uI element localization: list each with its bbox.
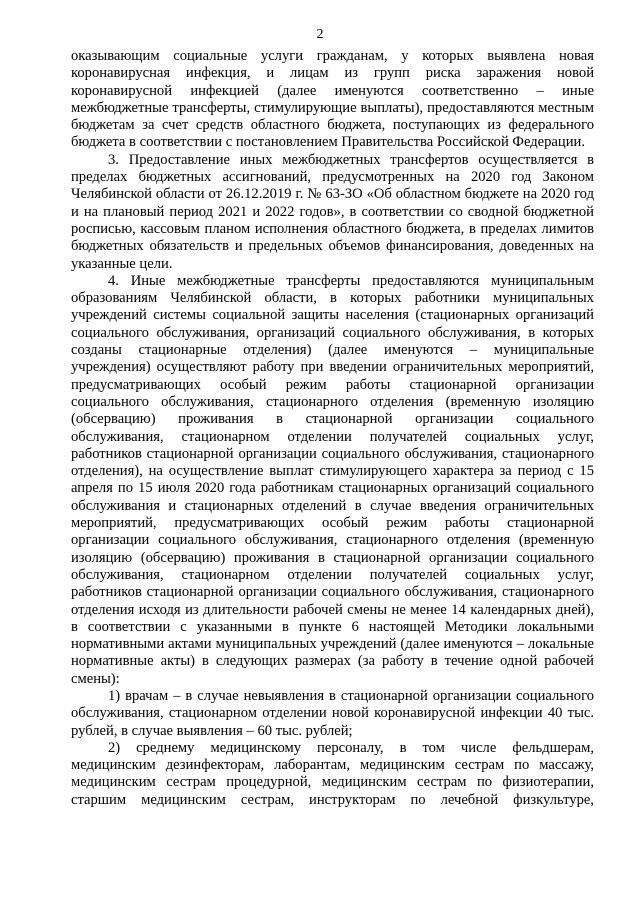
document-body — [71, 48, 594, 809]
paragraph-clause-3: 3. Предоставление иных межбюджетных трансфертов осуществляется в пределах бюджетных ассигнований, предусмотренных на 2020 год Законом Челябинской области от 26.12.2019 г. № 63-ЗО «Об областном бюджете на 2020 год и на плановый период 2021 и 2022 годов», в соответствии со сводной бюджетной росписью, кассовым планом исполнения областного бюджета, в пределах лимитов бюджетных обязательств и предельных объемов финансирования, доведенных на указанные цели. — [71, 151, 594, 272]
paragraph-continuation: оказывающим социальные услуги гражданам, у которых выявлена новая коронавирусная инфекция, и лицам из групп риска заражения новой коронавирусной инфекцией (далее именуются соответственно – иные межбюджетные трансферты, стимулирующие выплаты), предоставляются местным бюджетам за счет средств областного бюджета, поступающих из федерального бюджета в соответствии с постановлением Правительства Российской Федерации. — [71, 48, 594, 151]
paragraph-item-2: 2) среднему медицинскому персоналу, в том числе фельдшерам, медицинским дезинфекторам, лаборантам, медицинским сестрам по массажу, медицинским сестрам процедурной, медицинским сестрам по физиотерапии, старшим медицинским сестрам, инструкторам по лечебной физкультуре, — [71, 739, 594, 808]
paragraph-item-1: 1) врачам – в случае невыявления в стационарной организации социального обслуживания, стационарном отделении новой коронавирусной инфекции 40 тыс. рублей, в случае выявления – 60 тыс. рублей; — [71, 687, 594, 739]
paragraph-clause-4: 4. Иные межбюджетные трансферты предоставляются муниципальным образованиям Челябинской области, в которых работники муниципальных учреждений системы социальной защиты населения (стационарных организаций социального обслуживания, организаций социального обслуживания, в которых созданы стационарные отделения) (далее именуются – муниципальные учреждения) осуществляют работу при введении ограничительных мероприятий, предусматривающих особый режим работы стационарной организации социального обслуживания, стационарного отделения (временную изоляцию (обсервацию) проживания в стационарной организации социального обслуживания, стационарном отделении получателей социальных услуг, работников стационарной организации социального обслуживания, стационарного отделения), на осуществление выплат стимулирующего характера за период с 15 апреля по 15 июля 2020 года работникам стационарных организаций социального обслуживания и стационарных отделений в случае введения ограничительных мероприятий, предусматривающих особый режим работы стационарной организации социального обслуживания, стационарного отделения (временную изоляцию (обсервацию) проживания в стационарной организации социального обслуживания, стационарном отделении получателей социальных услуг, работников стационарной организации социального обслуживания, стационарного отделения исходя из длительности рабочей смены не менее 14 календарных дней), в соответствии с указанными в пункте 6 настоящей Методики локальными нормативными актами муниципальных учреждений (далее именуются – локальные нормативные акты) в следующих размерах (за работу в течение одной рабочей смены): — [71, 272, 594, 687]
page-number: 2 — [316, 27, 324, 42]
